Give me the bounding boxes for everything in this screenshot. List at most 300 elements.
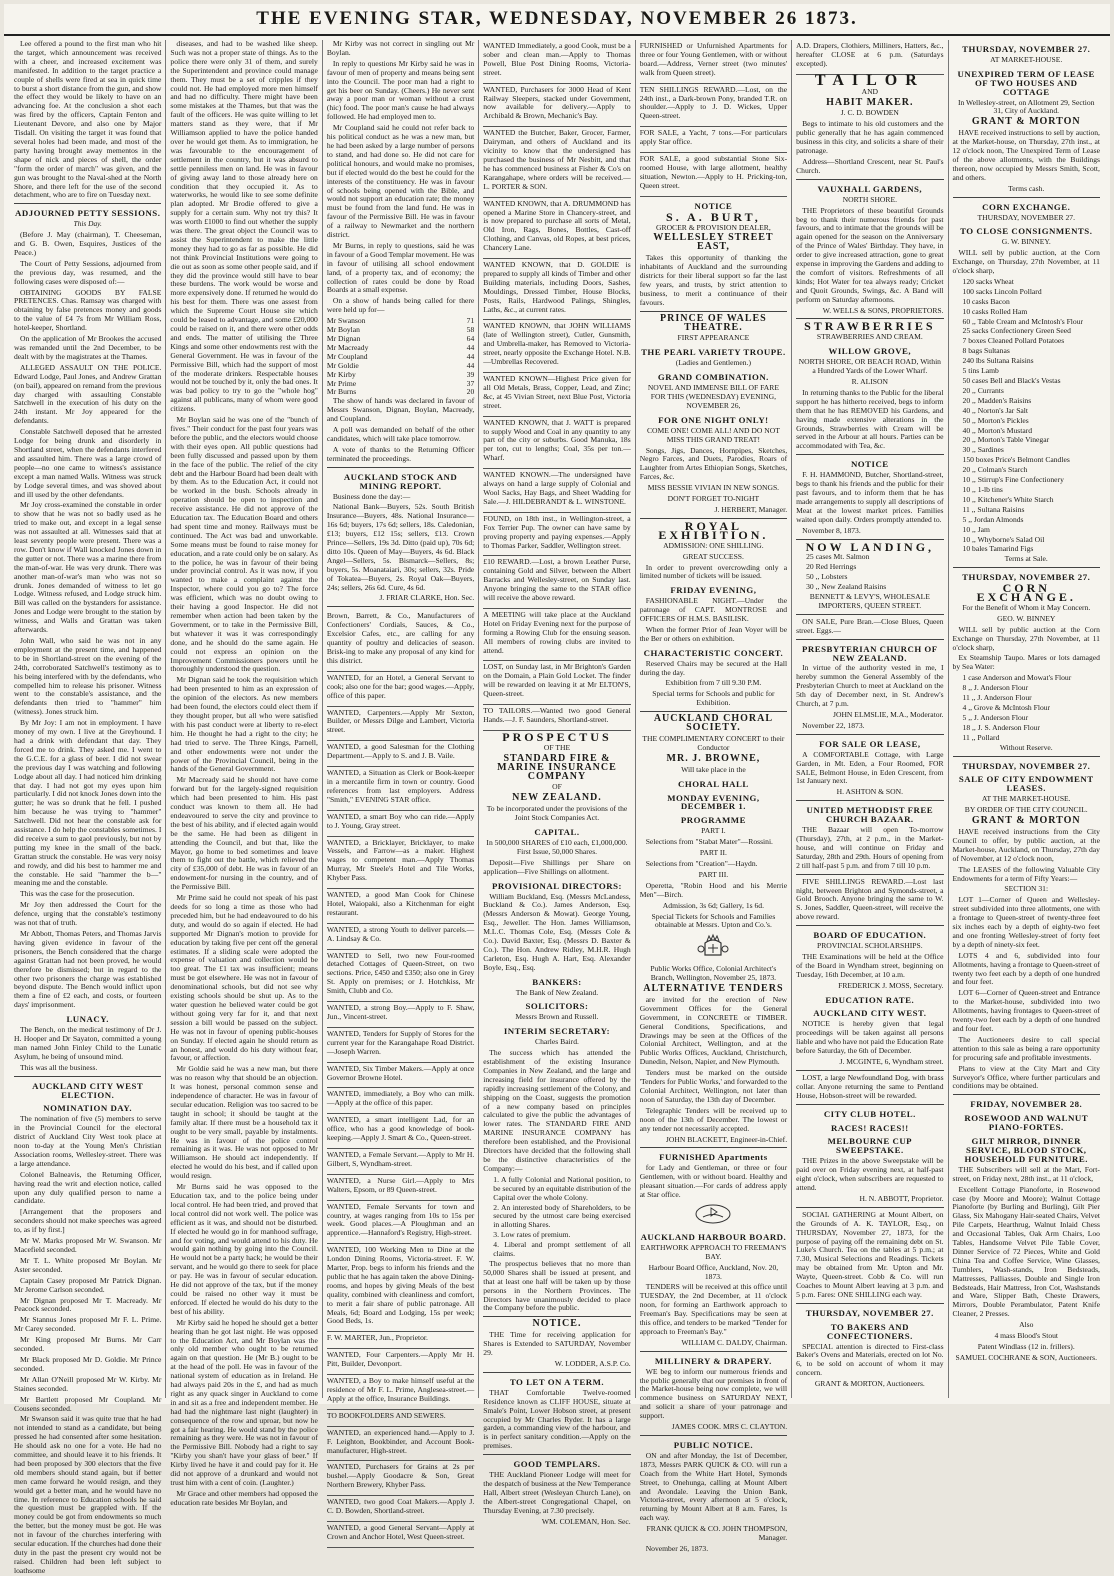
society-name: AUCKLAND CHORAL SOCIETY.: [653, 713, 773, 734]
article-text: Colonel Balneavis, the Returning Officer, having read the writ and election notice, called upon any duly qualified person to name a candidate.: [14, 1169, 162, 1206]
ad-text: WANTED KNOWN—Highest Price given for all Old Metals, Brass, Copper, Lead, and Zinc; &c, at 45 Vivian Street, next Blue Post, Victoria street.: [483, 374, 631, 410]
ad-text: WANTED, Tenders for Supply of Stores for the current year for the Karangahape Road District.—Joseph Warren.: [326, 1028, 475, 1056]
classified-ad: [483, 198, 630, 259]
ad-text: Terms cash.: [1008, 183, 1045, 193]
ad-text: TEN SHILLINGS REWARD.—Lost, on the 24th inst., a Dark-brown Pony, branded T.R. on shoulder.—Apply to J. D. Wickes, Upper Queen-street.: [639, 84, 788, 121]
newspaper-page: [4, 4, 1110, 1575]
divider: [953, 1094, 1100, 1095]
prospectus-list: [483, 1176, 630, 1259]
classified-ad: [483, 84, 630, 128]
classified-ad: [327, 1063, 474, 1089]
list-item: 11 ,, Sultana Raisins: [962, 504, 1025, 514]
classified-ad: [483, 469, 630, 513]
article-text: Business done the day:—: [332, 491, 411, 501]
article-text: Mr Prime said he could not speak of his past deeds for so long a time as those who had preceded him, but he had endeavoured to do his duty, and would do so again if elected. He had supported Mr Dignan's motion to provide for education by taking five per cent off the general estimates. If a sliding scale were adopted the expense of valuation and collection would be too great. The £1 tax was insufficient; means must be got elsewhere. He was not in favour of denominational schools, but did not see why existing schools should be shut up. As to the water question he believed water could be got without going very far for it, and that next session a bill would be passed on the subject. He was not in favour of opening public-houses on Sunday. If elected again he should return as an honest, and would do his duty without fear, favour, or affection.: [170, 893, 318, 1063]
ad-text: F. W. MARTER, Jun., Proprietor.: [326, 1333, 428, 1343]
ad-text: WILL sell by public auction at the Corn Exchange on Thursday, 27th November, at 11 o'clock sharp,: [952, 624, 1100, 652]
article-text: Captain Casey proposed Mr Patrick Dignan. Mr Jerome Carlson seconded.: [14, 1275, 162, 1294]
ad-text: LOT 6—Corner of Queen-street and Entrance to the Market-house, subdivided into two Allotments, having frontages to Queen-street of twenty-two feet each by a depth of one hundred and four feet.: [952, 988, 1100, 1033]
landing-list: [796, 553, 943, 592]
ad-text: Ex Steamship Taupo. Mares or lots damaged by Sea Water:: [952, 653, 1100, 672]
ad-text: The prospectus believes that no more than 50,000 Shares shall be issued at present, and that at least one half will be taken up by those persons in the Northern Provinces. The Directors have unanimously decided to place the Company before the public.: [483, 1258, 631, 1313]
classified-ad: [327, 889, 474, 924]
classified-ad: [327, 924, 474, 950]
divider: [14, 203, 161, 204]
ad-text: SECTION 31:: [1004, 884, 1049, 894]
ad-text: Brown, Barrett, & Co., Manufacturers of Confectioners' Cordials, Sauces, & Co., Excelsior Cafes, etc., are calling for any quantity of poultry and delicacies of season. Brisk-ing to make any proposal of any kind for this district.: [326, 611, 475, 665]
list-item: 8 bags Sultanas: [962, 346, 1010, 356]
ad-text: FIVE SHILLINGS REWARD.—Lost last night, between Brighton and Symonds-street, a Gold Brooch. Anyone bringing the same to W. S. Jones, Saddler, Queen-street, will receive the above reward.: [796, 876, 944, 922]
ad-text: William Buckland, Esq. (Messrs McLandess, Buckland & Co.). James Anderson, Esq. (Messrs Anderson & Mowat). George Young, Esq., Jeweller. The Hon. James Williamson, M.L.C. Thomas Cole, Esq. (Messrs Cole & Co.). David Baxter, Esq. (Messrs D. Baxter & Co.). The Hon. Andrew Ridley, M.H.R. Hugh Carleton, Esq. Hugh A. Hart, Esq. Alexander Boyle, Esq., Esq.: [483, 891, 631, 972]
classified-ads: [483, 40, 630, 661]
article-text: Mr Swanson said it was quite true that he had not intended to stand as a candidate, but being pressed he had consented after some hesitation. He should ask no one for a vote. He had no committee, and should leave it to his friends. It had been proposed by 300 electors that the five old members should stand again, but if better men came forward he would resign, and they would get a better man, and he would have no time. In reference to Education schools he said the question must be grappled with. If the money could be got from endowments so much the better, but the money must be got. He was not in favour of the churches interfering with secular education. If the churches had done their duty in the past the present cry would not be raised. Children had been left subject to loathsome: [14, 1414, 162, 1575]
advertiser-name: R. ALISON: [851, 377, 888, 386]
ad-text: WANTED, a smart Boy who can ride.—Apply to J. Young, Gray street.: [326, 811, 475, 830]
vote-count: 44: [466, 342, 475, 352]
list-item: 50 ,, Morton's Pickles: [962, 415, 1029, 425]
ad-text: Also: [1019, 1320, 1034, 1330]
ad-text: THURSDAY, NOVEMBER 27.: [977, 212, 1075, 222]
article-text: Mr Grace and other members had opposed the education rate besides Mr Boylan, and: [170, 1488, 318, 1507]
ad-text: THE Proprietors of these beautiful Grounds beg to thank their numerous friends for past favours, and to intimate that the grounds will be again opened for the season on the Anniversary of the Prince of Wales' Birthday. They have, in order to give increased attraction, gone to great expense in improving the Gardens and adding to the comfort of visitors. Refreshments of all kinds; Hot Water for tea always ready; Cricket and Quoit Grounds, Swings, &c. A Band will perform on Saturday afternoons.: [796, 205, 944, 304]
list-item: 20 ,, Colman's Starch: [962, 465, 1028, 475]
section-heading: FRIDAY, NOVEMBER 28.: [970, 1099, 1083, 1110]
list-item: 4 ,, Grove & McIntosh Flour: [962, 703, 1051, 712]
notice-heading: NOTICE.: [532, 1318, 582, 1330]
programme-heading: PROGRAMME: [680, 815, 746, 826]
article-text: Mr Joy cross-examined the constable in order to show that he was not so badly used as he tried to make out, and except in a legal sense was not assaulted at all. Witnesses said that at least seventy people were present. There was a row. Don't know if Wall knocked Jones down in the gutter or not. There was a marine there from the man-of-war. He was very drunk. There was another man-of-war's man who was not so drunk. Jones demanded of witness to let go Lodge. Witness refused, and Lodge struck him. Bill was called on the bystanders for assistance. Jones and Lodge were brought to the station by witness, and Walls and Grattan was taken afterwards.: [14, 500, 162, 635]
article-text: Mr T. L. White proposed Mr Boylan. Mr Aster seconded.: [14, 1255, 162, 1274]
article-text: The Court of Petty Sessions, adjourned from the previous day, was resumed, and the following cases were disposed of:—: [14, 258, 162, 286]
classified-ad: [483, 127, 630, 197]
section-heading: CAPITAL.: [534, 827, 580, 838]
section-heading: THURSDAY, NOVEMBER 27.: [962, 572, 1091, 583]
candidate-name: Mr Burns: [326, 387, 357, 397]
ad-text: Selections from "Creation"—Haydn.: [645, 858, 758, 868]
article-text: Mr Allan O'Neill proposed Mr W. Kirby. Mr Staines seconded.: [14, 1374, 162, 1393]
ad-text: WANTED KNOWN, that JOHN WILLIAMS (late of Wellington street), Cutler, Gunsmith, and Umbrella-maker, has Removed to Victoria-street, nearly opposite the Exchange Hotel. N.B.—Umbrellas Recovered.: [483, 321, 631, 367]
classified-ad: [483, 320, 630, 373]
ad-text: WE beg to inform our numerous friends and the public generally that our premises in front of the Market-house being now complete, we will commence business on SATURDAY NEXT, and solicit a share of your patronage and support.: [639, 1366, 788, 1421]
list-item: 20 ,, Morton's Table Vinegar: [962, 435, 1050, 445]
ad-text: THE Examinations will be held at the Office of the Board in Wyndham street, beginning on Tuesday, 16th December, at 10 a.m.: [796, 951, 944, 979]
vote-table: [327, 317, 474, 397]
vote-count: 39: [466, 369, 475, 379]
divider: [796, 800, 943, 801]
divider: [796, 614, 943, 615]
list-item: 8 ,, J. Anderson Flour: [962, 683, 1029, 693]
ad-text: (Ladies and Gentlemen.): [675, 358, 752, 368]
classified-ad: [640, 40, 787, 84]
classified-ad: [327, 1088, 474, 1114]
article-text: [Arrangement that the proposers and seconders should not make speeches was agreed to, as if by first.]: [14, 1207, 162, 1235]
ad-text: Songs, Jigs, Dances, Hornpipes, Sketches, Negro Farces, and Duets, Parodies, Roars of Laughter from Artes Ethiopian Songs, Sketches, Farces, &c.: [639, 445, 788, 482]
divider: [327, 606, 474, 607]
section-heading: EDUCATION RATE.: [825, 994, 915, 1005]
article-text: Mr Macready said he should not have come forward but for the largely-signed requisition which had been presented to him. His past conduct was known to them all. He had endeavoured to serve the city and province to the best of his ability, and if elected again would be the same. He had been as diligent in attending the Council, and but that, like the Mayor, go home to bed sometimes and leave them to fight out the battle, which relieved the city of £35,000 of debt. He was in favour of an endowment-for nursing in the country, and of the Permissive Bill.: [170, 775, 318, 892]
tailor-title: TAILOR: [814, 71, 925, 89]
ad-text: LOST, on Sunday last, in Mr Brighton's Garden on the Domain, a Plain Gold Locket. The finder will be rewarded on leaving it at Mr ELTON'S, Queen-street.: [483, 662, 631, 699]
candidate-name: Mr Dignan: [326, 334, 361, 343]
section-heading: TO CLOSE CONSIGNMENTS.: [960, 226, 1093, 237]
classified-ad: [327, 1175, 474, 1201]
signature: H. ASHTON & SON.: [836, 787, 903, 797]
ad-text: TO BOOKFOLDERS AND SEWERS.: [326, 1410, 446, 1420]
vote-count: 71: [466, 316, 475, 326]
ad-text: In order to prevent overcrowding only a limited number of tickets will be issued.: [639, 562, 788, 581]
article-text: A poll was demanded on behalf of the other candidates, which will take place tomorrow.: [326, 425, 475, 443]
section-heading: TO LET ON A TERM.: [509, 1376, 605, 1387]
list-item: 7 boxes Cleaned Pollard Potatoes: [962, 336, 1065, 346]
column-7: [949, 40, 1104, 1398]
divider: [640, 1435, 787, 1436]
classified-ad: [483, 259, 630, 320]
section-heading: CITY CLUB HOTEL.: [823, 1108, 916, 1119]
ad-text: WANTED, for an Hotel, a General Servant to cook; also one for the bar; good wages.—Apply, office of this paper.: [326, 672, 475, 700]
section-heading: CORN EXCHANGE.: [982, 201, 1071, 212]
candidate-name: Mr Swanson: [326, 316, 366, 326]
divider: [796, 454, 943, 455]
signature: FREDERICK J. MOSS, Secretary.: [838, 980, 944, 990]
ad-text: THAT Comfortable Twelve-roomed Residence known as CLIFF HOUSE, situate at Smale's Point, Lower Hobson street, at present occupied by Mr Charles Ryder. It has a large garden, a commanding view of the harbour, and is in perfect sanitary condition.—Apply on the premises.: [483, 1387, 631, 1451]
divider: [640, 1147, 787, 1148]
section-heading: FOR ONE NIGHT ONLY!: [658, 414, 769, 425]
list-item: 25 sacks Confectionery Green Seed: [962, 326, 1071, 336]
tender-heading: ALTERNATIVE TENDERS: [643, 983, 784, 995]
troupe-name: THE PEARL VARIETY TROUPE.: [641, 347, 786, 358]
section-heading: SOLICITORS:: [525, 1001, 589, 1012]
ad-text: AND: [861, 86, 879, 96]
article-text: On the application of Mr Brookes the accused was remanded until the 2nd December, to be dealt with by the magistrates at the Thames.: [14, 334, 162, 361]
ad-text: FURNISHED or Unfurnished Apartments for three or four Young Gentlemen, with or without board.—Address, Verner street (two minutes' walk from Queen street).: [639, 41, 788, 77]
ad-text: NORTH SHORE, OR BEACH ROAD, Within a Hundred Yards of the Lower Wharf.: [798, 357, 941, 376]
ad-text: Takes this opportunity of thanking the inhabitants of Auckland and the surrounding districts for their liberal support so far the last few years, and trusts, by strict attention to business, to merit a continuance of their favours.: [639, 253, 788, 307]
ad-text: TENDERS will be received at this office until TUESDAY, the 2nd December, at 11 o'clock noon, for forming an Earthwork approach to Freeman's Bay. Specifications may be seen at this office, and tenders to be marked "Tender for approach to Freeman's Bay.": [639, 1282, 788, 1336]
ad-text: Harbour Board Office, Auckland, Nov. 20, 1873.: [648, 1262, 779, 1281]
ad-text: November 26, 1873.: [645, 1543, 709, 1553]
ad-text: WANTED, Four Carpenters.—Apply Mr H. Pitt, Builder, Devonport.: [326, 1350, 475, 1369]
ad-text: GREAT SUCCESS.: [682, 551, 744, 561]
section-heading: AUCKLAND CITY WEST.: [813, 1008, 927, 1019]
auctioneer-name: GRANT & MORTON: [971, 116, 1081, 128]
ad-text: NOTICE is hereby given that legal proceedings will be taken against all persons liable and who have not paid the Education Rate before Saturday, the 6th of December.: [796, 1019, 944, 1056]
ad-text: WANTED, a Boy to make himself useful at the residence of Mr F. L. Prime, Anglesea-street.—Apply at the office, Insurance Buildings.: [326, 1376, 475, 1403]
candidate-name: Mr Prime: [326, 378, 357, 388]
ad-text: Telegraphic Tenders will be received up to noon of the 13th of December. The lowest or any tender not necessarily accepted.: [639, 1105, 788, 1133]
classified-ad: [483, 40, 630, 84]
ad-text: FOR SALE, a good substantial Stone Six-roomed House, with large allotment, healthy situation, Newton.—Apply to H. Pricking-ton, Queen street.: [639, 154, 788, 190]
article-text: Mr Abbott, Thomas Peters, and Thomas Jarvis having given evidence in favour of the prisoners, the Bench considered that the charge against Grattan had not been proved, he would therefore be dismissed; but in regard to the other two prisoners the charge was established beyond dispute. The Bench would inflict upon them a fine of £2 each, and costs, or fourteen days' imprisonment.: [14, 929, 162, 1010]
article-text: National Bank—Buyers, 52s. South British Insurance—Buyers, 48s. National Insurance—16s 6d; buyers, 17s 6d; sellers, 18s. Caledonian, £13; buyers, £12 15s; sellers, £13. Crown Prince—Sellers, 19s 3d. Ditto (paid up), 70s 6d; ditto 10s. Queen of May—Buyers, 4s 6d. Black Angel—Sellers, 5s. Bismarck—Sellers, 8s; buyers, 5s. Moanataiari, 30s; sellers, 32s. Pride of Tokatea—Buyers, 2s. Royal Oak—Buyers, 24s; sellers, 26s 6d. Cure, 4s 6d.: [326, 502, 475, 592]
signature: WM. COLEMAN, Hon. Sec.: [541, 1516, 631, 1526]
ad-text: WANTED, a smart intelligent Lad, for an office, who has a good knowledge of book-keeping.—Apply J. Smart & Co., Queen-street.: [326, 1115, 475, 1143]
section-heading: PRESBYTERIAN CHURCH OF NEW ZEALAND.: [802, 643, 938, 663]
ad-text: for Lady and Gentleman, or three or four Gentlemen, with or without board. Healthy and pleasant situation.—For cards of address apply at Star office.: [639, 1163, 788, 1200]
section-heading: TO BAKERS AND CONFECTIONERS.: [826, 1321, 913, 1341]
classified-ad: [327, 1114, 474, 1149]
ad-text: WANTED KNOWN.—The undersigned have always on hand a large supply of Colonial and Wool Sacks, Hay Bags, and Sheet Wadding for Sale.—J. HILDEBRANDT & L. WINSTONE.: [483, 470, 631, 506]
section-heading: AUCKLAND HARBOUR BOARD.: [640, 1231, 787, 1242]
ad-text: WANTED, a good Man Cook for Chinese Hotel, Waiopaki, also a Kitchenman for eight restaurant.: [326, 890, 475, 917]
vote-count: 44: [466, 351, 475, 361]
ad-text: WANTED, a good Salesman for the Clothing Department.—Apply to S. and J. B. Vaile.: [326, 742, 475, 761]
classified-ad: [640, 84, 787, 128]
classified-ad: [483, 417, 630, 470]
subheading: This Day.: [73, 219, 102, 229]
list-item: 1 case Anderson and Mowat's Flour: [962, 673, 1072, 683]
ad-text: A MEETING will take place at the Auckland Hotel on Friday Evening next for the purpose of forming a Rowing Club for the ensuing season. All members of rowing clubs are invited to attend.: [483, 609, 631, 655]
ad-text: WANTED, a strong Boy.—Apply to F. Shaw, Jun., Vincent-street.: [326, 1003, 475, 1021]
ad-text: WANTED, a Female Servant.—Apply to Mr H. Gilbert, S, Wyndham-street.: [326, 1149, 475, 1168]
classified-ad: [327, 610, 474, 671]
ad-text: A COMFORTABLE Cottage, with Large Garden, in Mt. Eden, a Four Roomed, FOR SALE, Belmont House, in Eden Crescent, from 1st January next.: [796, 749, 944, 786]
ad-text: are invited for the erection of New Government Offices for the General Government, in CONCRETE or TIMBER. General Conditions, Specifications, and Drawings may be seen at the Offices of the Colonial Architect, Wellington, and at the Public Works Offices, Auckland, Christchurch, Dunedin, Nelson, Napier, and New Plymouth.: [639, 994, 788, 1067]
section-heading: GOOD TEMPLARS.: [513, 1459, 601, 1470]
ad-text: THE Time for receiving application for Shares is Extended to SATURDAY, November 29.: [483, 1330, 631, 1358]
section-heading: GRAND COMBINATION.: [657, 372, 769, 383]
auctioneer-name: GRANT & MORTON: [971, 815, 1081, 827]
section-heading: FRIDAY EVENING,: [670, 585, 757, 596]
ad-text: When the former Prior of Jean Voyer will be the Ber or others on exhibition.: [639, 624, 788, 643]
divider: [483, 1454, 630, 1455]
ad-text: Selections from "Stabat Mater"—Rossini.: [645, 837, 773, 847]
auction-lot-list: [953, 674, 1100, 742]
section-heading: THURSDAY, NOVEMBER 27.: [962, 760, 1091, 771]
ad-text: PART II.: [699, 848, 727, 858]
ad-text: WILL sell by public auction, at the Corn Exchange, on Thursday, 27th November, at 11 o'clock sharp,: [952, 248, 1100, 276]
classified-ad: [327, 1375, 474, 1410]
classified-ad: [327, 837, 474, 890]
ad-text: STRAWBERRIES AND CREAM.: [816, 332, 923, 342]
list-item: 40 ,, Morton's Mustard: [962, 425, 1033, 435]
article-text: The Bench, on the medical testimony of Dr J. H. Hooper and Dr Sayaton, committed a young man named John Finley Child to the Lunatic Asylum, he being of unsound mind.: [14, 1025, 162, 1061]
list-item: 1. A fully Colonial and National position, to be secured by an equitable distribution of the Capital over the whole Colony.: [493, 1174, 631, 1202]
ad-text: THE Bazaar will open To-morrow (Thursday), 27th, at 2 p.m., in the Market-house, and will continue on Friday and Saturday, 28th and 29th. Hours of opening from 2 till half-past 5 p.m. and from 7 till 10 p.m.: [796, 825, 944, 870]
classified-ad: [327, 767, 474, 811]
list-item: 5 tins Lamb: [962, 366, 999, 376]
ad-text: ADMISSION: ONE SHILLING.: [663, 540, 764, 550]
list-item: 100 sacks Lincoln Pollard: [962, 286, 1042, 296]
list-item: 20 ,, Madden's Raisins: [962, 395, 1032, 405]
signature: J. MCGINTE, 6, Wyndham street.: [839, 1057, 944, 1066]
section-heading: MILLINERY & DRAPERY.: [654, 1355, 772, 1366]
ad-text: WANTED, Six Timber Makers.—Apply at once Governor Browne Hotel.: [326, 1063, 475, 1082]
divider: [953, 197, 1100, 198]
ad-text: WANTED, Purchasers for 3000 Head of Kent Railway Sleepers, stacked under Government, now available for delivery.—Apply to Archibald & Brown, Mechanic's Bay.: [483, 84, 631, 121]
list-item: 4. Liberal and prompt settlement of all claims.: [493, 1240, 631, 1259]
list-item: 10 ,, Whyborne's Salad Oil: [962, 534, 1045, 544]
ad-text: FIRST APPEARANCE: [677, 333, 750, 343]
ad-text: Deposit—Five Shillings per Share on application—Five Shillings on allotment.: [483, 857, 631, 876]
divider: [796, 1207, 943, 1208]
ad-text: SOCIAL GATHERING at Mount Albert, on the Grounds of A. K. TAYLOR, Esq., on THURSDAY, November 27, 1873, for the purpose of paying off the remaining debt on St. Luke's Church. Tea on the tables at 5 p.m.; at 7.30, Musical Selections and Readings. Tickets may be obtained from Mr. Upton and Mr. Wayte, Queen-street. Cobb & Co. will run Coaches to Mount Albert leaving at 3 p.m. and 5 p.m. Fares: ONE SHILLING each way.: [796, 1209, 944, 1299]
section-heading: WILLOW GROVE,: [828, 346, 912, 357]
ad-text: Will take place in the: [681, 764, 746, 774]
ad-text: FOUND, on 18th inst., in Wellington-street, a Fox Terrier Pup. The owner can have same by proving property and paying expenses.—Apply to Thomas Parker, Saddler, Wellington street.: [483, 513, 631, 550]
ad-text: FASHIONABLE NIGHT.—Under the patronage of CAPT. MONTROSE and OFFICERS OF H.M.S. BASILISK.: [639, 596, 788, 624]
article-text: Mr W. Marks proposed Mr W. Swanson. Mr Macefield seconded.: [14, 1236, 162, 1254]
ad-text: SPECIAL attention is directed to First-class Baker's Ovens and Materials, erected on lot No. 6, to be sold on account of whom it may concern.: [796, 1341, 944, 1378]
ad-text: Special Tickets for Schools and Families obtainable at Messrs. Upton and Co.'s.: [651, 911, 776, 930]
ad-text: The Auctioneers desire to call special attention to this sale as being a rare opportunity for procuring safe and profitable investments.: [952, 1034, 1100, 1062]
auctioneer-name: G. W. BINNEY.: [1001, 237, 1051, 247]
classified-ad: [483, 373, 630, 417]
ad-text: F. H. HAMMOND, Butcher, Shortland-street, begs to thank his friends and the public for their past favours, and to inform them that he has made arrangements to supply all descriptions of Meat at the lowest market prices. Families waited upon daily. Orders promptly attended to.: [796, 470, 944, 524]
divider: [796, 1303, 943, 1304]
ad-text: In 500,000 SHARES of £10 each, £1,000,000. First Issue, 50,000 Shares.: [486, 837, 628, 856]
column-4: [479, 40, 635, 1526]
ad-text: ON SALE, Pure Bran.—Close Blues, Queen street. Eggs.—: [796, 616, 944, 635]
ad-text: HAVE received instructions to sell by auction, at the Market-house, on Thursday, 27th inst., at 12 o'clock noon, The Unexpired Term of Lease of the above allotments, with the Buildings thereon, now occupied by Messrs Smith, Scott, and others.: [952, 128, 1100, 182]
classified-ad: [327, 1201, 474, 1245]
article-text: Mr Bartlett proposed Mr Coupland. Mr Cousens seconded.: [14, 1394, 162, 1413]
list-item: 50 ,, Lobsters: [806, 572, 848, 582]
article-text: The show of hands was declared in favour of Messrs Swanson, Dignan, Boylan, Macready, and Coupland.: [326, 396, 475, 424]
ad-text: LOTS 4 and 6, subdivided into four Allotments, having a frontage to Queen-street of twenty two feet each by a depth of one hundred and four feet.: [952, 950, 1100, 987]
ad-text: OF: [552, 782, 562, 792]
ad-text: To be incorporated under the provisions of the Joint Stock Companies Act.: [486, 804, 628, 823]
section-heading: PUBLIC NOTICE.: [673, 1440, 754, 1450]
article-text: A vote of thanks to the Returning Officer terminated the proceedings.: [326, 444, 475, 463]
signature: SAMUEL COCHRANE & SON, Auctioneers.: [955, 1352, 1097, 1362]
section-heading: AUCKLAND STOCK AND MINING REPORT.: [343, 471, 458, 491]
signature: W. LODDER, A.S.P. Co.: [554, 1359, 631, 1368]
advertiser-address: WELLESLEY STREET EAST,: [653, 232, 774, 253]
columns: [10, 39, 1104, 1575]
ad-text: Excellent Cottage Pianoforte, in Rosewood case (by Moore and Moore); Walnut Cottage Pianoforte (by Burling and Burling), Gilt Pier Glass, Six Mahogany Hair-seated Chairs, Velvet Pile Carpets, Hearthrug, Walnut Inlaid Chess and Occasional Tables, Oak Arm Chairs, Loo Tables, Handsome Velvet Pile Table Cover, Dinner Service of 72 Pieces, White and Gold China Tea and Coffee Service, Wine Glasses, Tumblers, Wash-stands, Iron Bedsteads, Mattresses, Palliasses, Double and Single Iron Bedsteads, Hair Mattress, Iron Cot, Washstands and Ware, Slipper Bath, Cheste Drawers, Mirrors, Double Perambulator, Patent Knife Cleaner, 2 Presses.: [952, 1184, 1100, 1319]
ad-text: FOR SALE, a Yacht, 7 tons.—For particulars apply Star office.: [639, 128, 788, 147]
section-heading: INTERIM SECRETARY:: [503, 1026, 611, 1037]
signature: WILLIAM C. DALDY, Chairman.: [681, 1337, 788, 1347]
ad-text: WANTED KNOWN, that D. GOLDIE is prepared to supply all kinds of Timber and other Building materials, including Doors, Sashes, Mouldings, Dressed Timber, House Blocks, Posts, Rails, Hardwood Palings, Shingles, Laths, &c., at current rates.: [483, 260, 631, 314]
classified-ads: [327, 610, 474, 1547]
candidate-name: Mr Goldie: [326, 360, 359, 370]
article-text: diseases, and had to be washed like sheep. Such was not a proper state of things. As to the police there were only 31 of them, and surely the Superintendent and province could manage them. They must be a set of cripples if they could not. He had employed more men himself and had no difficulty. There might have been some mistakes at the Thames, but that was the fault of the officers. He was quite willing to let matters stand as they were, that if Mr Williamson applied to have the police handed over he would get them. As to immigration, he was favourable to the encouragement of settlement in the country, but it was absurd to settle penniless men on land. He was in favour of giving away land to those already here on condition that they occupied it. As to waterworks, he would like to see some definite plan adopted. Mr Brodie offered to give a supply for a certain sum. Why not try this? It was worth £1000 to find out whether the supply was there. The great object the Council was to assist the Superintendent to make the little money they had to go as far as possible. He did not think Provincial Institutions were going to die out as soon as some other people said, and if they did the province would still have to bear these burdens. The work would be worse and more expensively done. If returned he would do his best for them. There was one assest from which the Supreme Court House site which could be leased to advantage, and some £20,000 could be raised on it, and there were other odds and ends. The matter of utilising the Three Kings and some other endowments rest with the General Government. He was in favour of the Permissive Bill, which had the support of most of the moderate drinkers. Respectable houses would not be touched by it, only the bad ones. It was bad policy to try to go the "whole hog" against all publicans, many of whom were good citizens.: [170, 39, 318, 414]
list-item: 240 lbs Sultana Raisins: [962, 356, 1034, 366]
advertiser-name: J. C. D. BOWDEN: [840, 108, 899, 118]
article-text: Mr Black proposed Mr D. Goldie. Mr Prince seconded.: [14, 1354, 162, 1373]
ad-text: MISS BESSIE VIVIAN IN NEW SONGS.: [647, 483, 780, 493]
ad-text: Reserved Chairs may be secured at the Hall during the day.: [639, 658, 788, 677]
classified-ad: [327, 741, 474, 767]
auction-lot-list: [953, 278, 1100, 554]
list-item: 60 ,, Table Cream and McIntosh's Flour: [962, 316, 1084, 326]
divider: [953, 756, 1100, 757]
article-text: In reply to questions Mr Kirby said he was in favour of men of property and means being sent into the Council. The poor man had a right to get his beer on Sunday. (Cheers.) He never sent away a poor man or woman without a crust (hic) food. The poor man's cause he had always followed. He had employed men to.: [326, 58, 475, 122]
ad-text: Exhibition from 7 till 9.30 P.M.: [665, 678, 762, 688]
list-item: 3. Low rates of premium.: [493, 1230, 571, 1240]
ad-text: LOST, a large Newfoundland Dog, with brass collar. Anyone returning the same to Pentland House, Hobson-street will be rewarded.: [796, 1072, 944, 1100]
list-item: 5 ,, J. Anderson Flour: [962, 712, 1029, 722]
classified-ad: [327, 1002, 474, 1028]
article-text: Mr Dignan said he took the requisition which had been presented to him as an expression of the opinion of the electors. As new members had been found, the electors could elect them if they thought proper, but all who were satisfied with his past conduct were at liberty to re-elect him. He thought he had a right to the city; he had tried to serve. The Three Kings, Parnell, and other endowments were not under the power of the Provincial Council, being in the hands of the General Government.: [170, 675, 318, 774]
signature: GRANT & MORTON, Auctioneers.: [814, 1379, 925, 1389]
classified-ad: [640, 127, 787, 153]
classified-ad: [327, 1461, 474, 1496]
ad-text: PROVINCIAL SCHOLARSHIPS.: [817, 941, 923, 951]
ad-text: COME ONE! COME ALL! AND DO NOT MISS THIS GRAND TREAT!: [646, 425, 780, 444]
ad-text: WANTED Immediately, a good Cook, must be a sober and clean man.—Apply to Thomas Powell, Blue Post Dining Rooms, Victoria-street.: [483, 41, 631, 77]
harbour-seal-icon: [640, 1203, 787, 1228]
vote-count: 44: [466, 360, 475, 370]
list-item: 10 ,, Jam: [962, 524, 990, 534]
classified-ad: [327, 1522, 474, 1548]
ad-text: NOVEL AND IMMENSE BILL OF FARE FOR THIS (WEDNESDAY) EVENING, NOVEMBER 26,: [647, 383, 779, 410]
notice-heading: NOTICE: [850, 459, 889, 470]
article-text: This was all the business.: [20, 1062, 98, 1072]
classified-ad: [483, 705, 630, 731]
ad-text: Terms at Sale.: [1004, 554, 1048, 564]
list-item: 10 casks Bacon: [962, 296, 1010, 306]
divider: [796, 639, 943, 640]
ad-text: The LEASES of the following Valuable City Endowments for a term of Fifty Years:—: [952, 864, 1100, 883]
section-heading: SALE OF CITY ENDOWMENT LEASES.: [958, 774, 1094, 794]
ad-text: EARTHWORK APPROACH TO FREEMAN'S BAY.: [640, 1242, 787, 1261]
vote-count: 64: [466, 334, 475, 343]
advertiser-name: S. A. BURT,: [666, 209, 761, 224]
ad-text: NORTH SHORE.: [842, 194, 898, 204]
classified-ad: [327, 1244, 474, 1332]
conductor-name: MR. J. BROWNE,: [666, 752, 761, 764]
ad-text: Messrs Brown and Russell.: [515, 1012, 599, 1022]
article-text: Mr Boylan said he was one of the "bunch of fives." Their conduct for the past four years was before the public, and the electors would choose with their eyes open. All public questions had been fully discussed and passed upon by them in the face of the public. The relief of the city debt and the Harbour Board had been dealt with by them. As to the Education Act, it could not be worked in the bush. Schools already in operation should be open to inspection and receive assistance. He did not approve of the Education tax. The Education Board and others had spent time and money. Railways must be continued. The Act was bad and unworkable. Some means must be found to raise money for education, and a rate could only be on salary. As to the police, he was in favour of their being under provincial control. As it was now, if you wanted to make a complaint against the Inspector, where could you go to? The force was efficient, which was no doubt owing to their having a good Inspector. He did not remember when action had been taken by the Government, or to take in the Permissive Bill, but whatever it was it was correspondingly done, and he should do the same again. He could not express an opinion on the Improvement Commissioners powers until he thoroughly understood the question.: [170, 415, 318, 674]
divider: [796, 1104, 943, 1105]
list-item: 50 cases Bell and Black's Vestas: [962, 376, 1061, 385]
ad-text: The success which has attended the establishment of the existing Insurance Companies in New Zealand, and the large and increasing field for insurance offered by the rapidly increasing settlement of the Colony, and shipping on the Coast, suggests the promotion of a new company based on principles calculated to give the public the advantages of lower rates. The STANDARD FIRE AND MARINE INSURANCE COMPANY has therefore been established, and the Provisional Directors have decided that the following shall be the distinctive characteristics of the Company:—: [483, 1048, 631, 1173]
divider: [640, 711, 787, 712]
ad-text: £10 REWARD.—Lost, a brown Leather Purse, containing Gold and Silver, between the Albert Barracks and Wellesley-street, on Sunday last. Anyone bringing the same to the STAR office will receive the above reward.: [483, 557, 631, 603]
list-item: 2. An interested body of Shareholders, to be secured by the utmost care being exercised in allotting Shares.: [493, 1202, 631, 1230]
divider: [640, 311, 787, 312]
ad-text: TO TAILORS.—Wanted two good General Hands.—J. F. Saunders, Shortland-street.: [483, 706, 631, 724]
ad-text: THE Subscribers will sell at the Mart, Fort-street, on Friday next, 28th inst., at 11 o'clock,: [952, 1164, 1100, 1183]
article-text: Mr Kirby was not correct in singling out Mr Boylan.: [326, 39, 475, 57]
divider: [796, 925, 943, 926]
section-heading: FURNISHED Apartments: [659, 1152, 768, 1163]
list-item: 10 casks Rolled Ham: [962, 306, 1028, 316]
divider: [796, 734, 943, 735]
classified-ad: [483, 556, 630, 609]
candidate-name: Mr Boylan: [326, 325, 360, 335]
ad-text: In returning thanks to the Public for the liberal support he has hitherto received, begs to inform them that he has REMOVED his Gardens, and having made extensive alterations in the Grounds, Strawberries with Cream will be served in the Arbour at all hours. Parties can be accommodated with Tea, &c.: [796, 387, 944, 451]
ad-text: Patent Windlass (12 in. frillers).: [977, 1342, 1075, 1351]
column-6: [792, 40, 948, 1398]
auctioneer-name: GEO. W. BINNEY: [997, 613, 1056, 623]
ad-text: Admission, 3s 6d; Gallery, 1s 6d.: [662, 900, 764, 910]
ad-text: Begs to intimate to his old customers and the public generally that he has again commenced business in this city, and solicits a share of their patronage.: [796, 119, 944, 156]
ad-text: 4 mass Blood's Stout: [994, 1331, 1059, 1341]
article-text: Mr Burns, in reply to questions, said he was in favour of a Good Templar movement. He was in favour of utilising all school endowment land, of a property tax, and of economy; the collection of rates could be done by Road Boards at a small expense.: [326, 240, 475, 295]
classified-ad: [327, 950, 474, 1003]
ad-text: November 8, 1873.: [802, 525, 861, 535]
divider: [796, 874, 943, 875]
ad-text: HAVE received instructions from the City Council to offer, by public auction, at the Market-house, Auckland, on Thursday, 27th day of November, at 12 o'clock noon,: [952, 826, 1100, 863]
company-country: NEW ZEALAND.: [512, 792, 602, 804]
list-item: 11 ,, J. Anderson Flour: [962, 693, 1032, 703]
ad-text: WANTED, an experienced hand.—Apply to J. F. Leighton, Bookbinder, and Account Book-manufacturer, High-street.: [326, 1427, 475, 1455]
list-item: 10 ,, Kitchener's White Starch: [962, 494, 1054, 504]
ad-text: WANTED, immediately, a Boy who can milk.—Apply at the office of this paper.: [326, 1089, 475, 1108]
signature: JOHN ELMSLIE, M.A., Moderator.: [833, 710, 944, 719]
prospectus-title: PROSPECTUS: [502, 729, 612, 744]
ad-text: WANTED, a good General Servant—Apply at Crown and Anchor Hotel, West Queen-street.: [326, 1522, 475, 1541]
section-heading: BANKERS:: [532, 976, 582, 987]
section-heading: PROVISIONAL DIRECTORS:: [492, 880, 622, 891]
ad-text: Address—Shortland Crescent, near St. Paul's Church.: [796, 156, 944, 175]
ad-text: WANTED, 100 Working Men to Dine at the London Dining Rooms, Victoria-street. F. W. Marter, Prop. begs to inform his friends and the public that he has again taken the above Dining-rooms, and hopes by giving Meals of the best quality, combined with cleanliness and comfort, to merit a fair share of public patronage. All Meals, 6d; Board and Lodging, 15s per week; Good Beds, 1s.: [326, 1245, 475, 1326]
ad-text: WANTED, a Situation as Clerk or Book-keeper in a mercantile firm in town or country. Good references from last employers. Address "Smith," EVENING STAR office.: [326, 768, 475, 804]
exhibition-title: ROYAL EXHIBITION.: [658, 518, 769, 542]
